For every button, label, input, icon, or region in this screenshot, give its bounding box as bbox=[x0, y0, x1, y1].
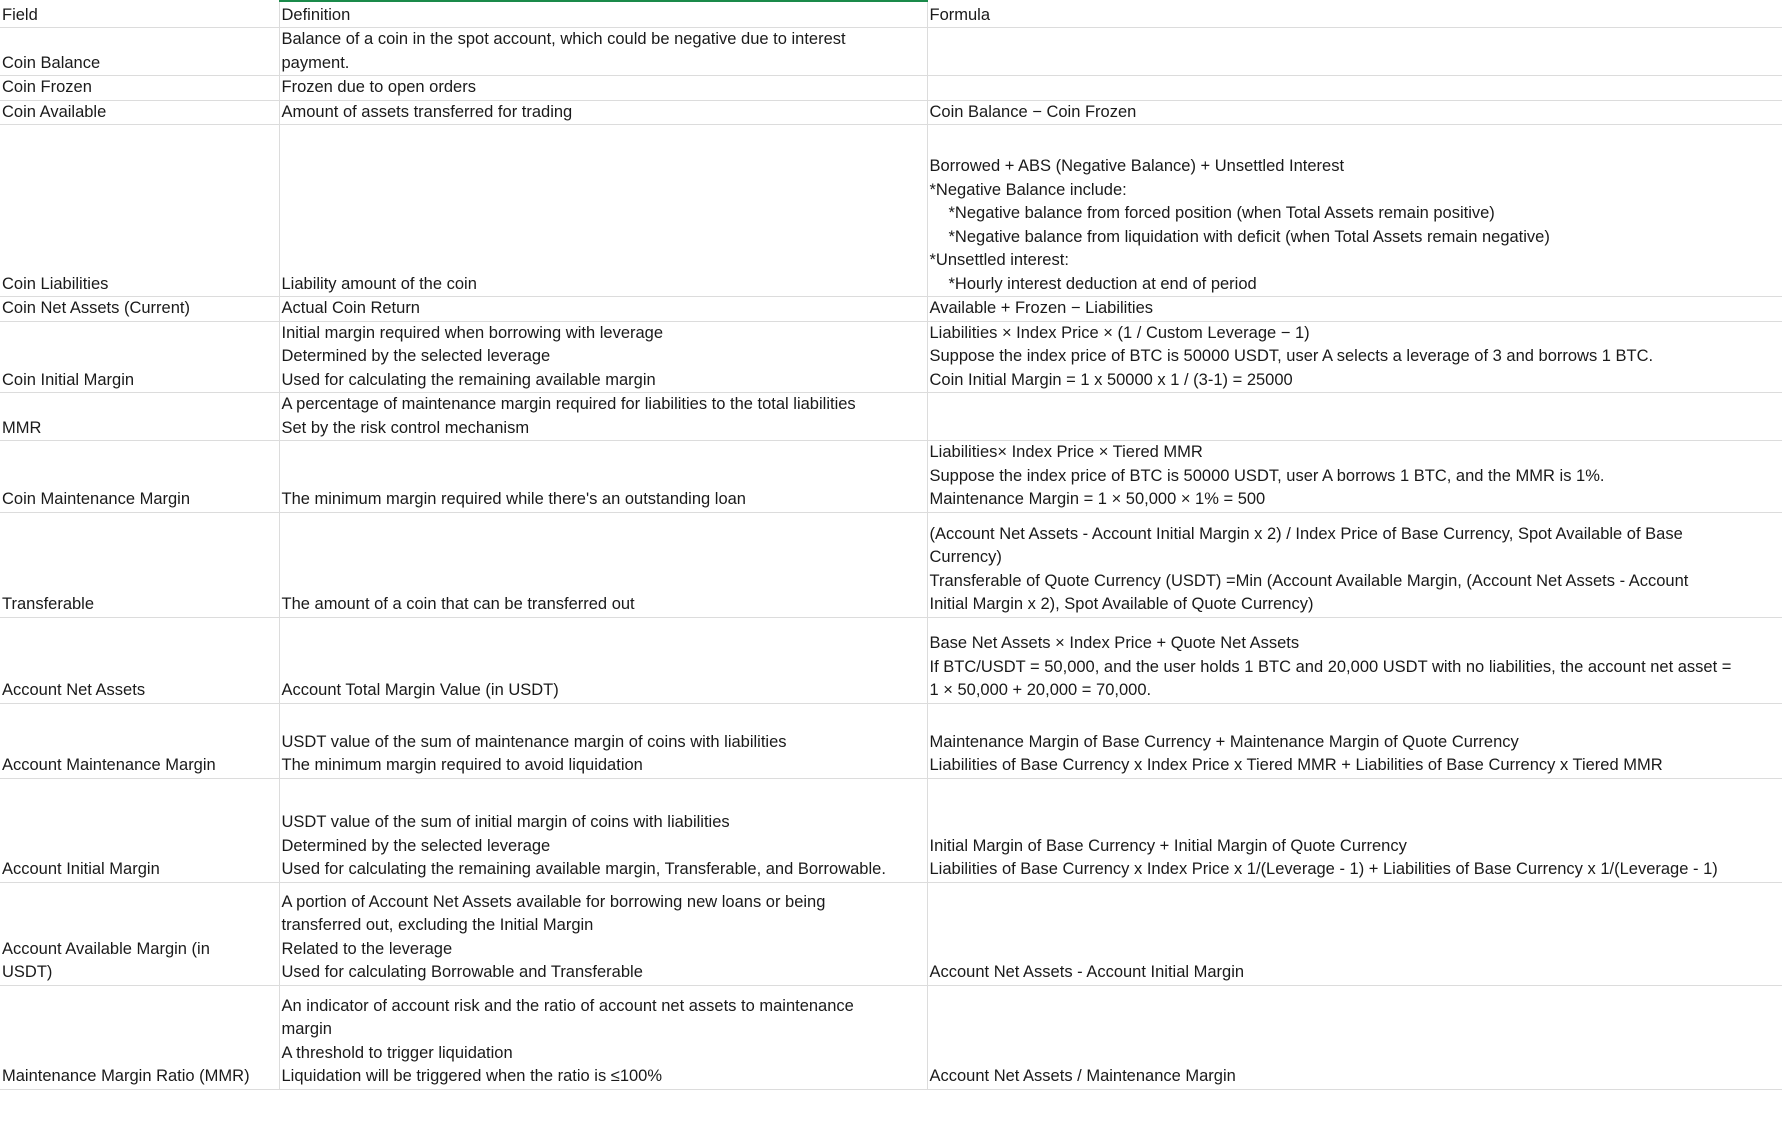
field-cell[interactable] bbox=[0, 882, 279, 985]
cell-line: Coin Initial Margin bbox=[2, 370, 135, 389]
table-row bbox=[0, 393, 1782, 441]
cell-line: Liabilities of Base Currency x Index Price x Tiered MMR + Liabilities of Base Currency x Tiered MMR bbox=[929, 756, 1663, 774]
field-cell[interactable] bbox=[0, 76, 279, 101]
cell-line: A percentage of maintenance margin required for liabilities to the total liabilities bbox=[281, 395, 856, 413]
formula-cell[interactable] bbox=[927, 321, 1782, 393]
table-row bbox=[0, 125, 1782, 297]
field-cell[interactable] bbox=[0, 703, 279, 778]
cell-line: Set by the risk control mechanism bbox=[281, 418, 530, 437]
formula-cell[interactable] bbox=[927, 76, 1782, 101]
table-row bbox=[0, 297, 1782, 322]
cell-line: Account Available Margin (in bbox=[2, 939, 210, 958]
field-cell[interactable] bbox=[0, 985, 279, 1089]
cell-line: Used for calculating the remaining available margin bbox=[281, 370, 656, 389]
cell-line: *Negative balance from forced position (when Total Assets remain positive) bbox=[948, 204, 1495, 222]
cell-line: Account Net Assets bbox=[2, 681, 146, 699]
formula-cell[interactable] bbox=[927, 100, 1782, 125]
cell-line: Account Maintenance Margin bbox=[2, 756, 216, 774]
cell-line: Maintenance Margin of Base Currency + Maintenance Margin of Quote Currency bbox=[929, 732, 1519, 751]
formula-cell[interactable] bbox=[927, 125, 1782, 297]
table-row bbox=[0, 617, 1782, 703]
cell-line: Used for calculating the remaining available margin, Transferable, and Borrowable. bbox=[281, 860, 886, 878]
cell-line: Coin Balance bbox=[2, 53, 101, 72]
field-cell[interactable] bbox=[0, 512, 279, 617]
cell-line: Determined by the selected leverage bbox=[281, 836, 551, 855]
cell-line: Initial Margin x 2), Spot Available of Quote Currency) bbox=[929, 595, 1314, 613]
header-cell-definition[interactable]: Definition bbox=[279, 1, 927, 28]
definition-cell[interactable] bbox=[279, 617, 927, 703]
cell-line: USDT value of the sum of maintenance margin of coins with liabilities bbox=[281, 732, 787, 751]
cell-line: Liabilities × Index Price × (1 / Custom Leverage − 1) bbox=[929, 323, 1310, 342]
cell-line: Frozen due to open orders bbox=[281, 78, 476, 96]
cell-line: Used for calculating Borrowable and Transferable bbox=[281, 963, 643, 981]
cell-line: Maintenance Margin = 1 × 50,000 × 1% = 500 bbox=[929, 490, 1266, 508]
definition-cell[interactable] bbox=[279, 76, 927, 101]
field-cell[interactable] bbox=[0, 125, 279, 297]
table-row bbox=[0, 778, 1782, 882]
cell-line: MMR bbox=[2, 418, 42, 437]
definition-cell[interactable] bbox=[279, 393, 927, 441]
cell-line: Base Net Assets × Index Price + Quote Net Assets bbox=[929, 634, 1300, 652]
table-row bbox=[0, 321, 1782, 393]
cell-line: *Unsettled interest: bbox=[929, 251, 1069, 269]
field-cell[interactable] bbox=[0, 393, 279, 441]
definition-cell[interactable] bbox=[279, 778, 927, 882]
table-row bbox=[0, 28, 1782, 76]
cell-line: Coin Balance − Coin Frozen bbox=[929, 102, 1137, 121]
cell-line: Liabilities of Base Currency x Index Price x 1/(Leverage - 1) + Liabilities of Base Currency x 1/(Leverage - 1) bbox=[929, 860, 1718, 878]
definition-cell[interactable] bbox=[279, 512, 927, 617]
formula-cell[interactable] bbox=[927, 985, 1782, 1089]
cell-line: Account Net Assets - Account Initial Margin bbox=[929, 963, 1245, 981]
cell-line: Coin Frozen bbox=[2, 78, 92, 96]
header-row bbox=[0, 1, 1782, 28]
field-cell[interactable] bbox=[0, 28, 279, 76]
field-cell[interactable] bbox=[0, 441, 279, 513]
definition-cell[interactable] bbox=[279, 100, 927, 125]
definition-cell[interactable] bbox=[279, 297, 927, 322]
definition-cell[interactable] bbox=[279, 985, 927, 1089]
definition-cell[interactable] bbox=[279, 321, 927, 393]
table-row bbox=[0, 76, 1782, 101]
cell-line: Coin Initial Margin = 1 x 50000 x 1 / (3-1) = 25000 bbox=[929, 370, 1293, 389]
cell-line: 1 × 50,000 + 20,000 = 70,000. bbox=[929, 681, 1152, 699]
cell-line: A threshold to trigger liquidation bbox=[281, 1043, 513, 1062]
formula-cell[interactable] bbox=[927, 703, 1782, 778]
cell-line: The amount of a coin that can be transferred out bbox=[281, 595, 635, 613]
cell-line: Liability amount of the coin bbox=[281, 274, 477, 293]
formula-cell[interactable] bbox=[927, 28, 1782, 76]
field-cell[interactable] bbox=[0, 778, 279, 882]
cell-line: Account Initial Margin bbox=[2, 860, 160, 878]
field-cell[interactable] bbox=[0, 617, 279, 703]
field-cell[interactable] bbox=[0, 100, 279, 125]
formula-cell[interactable] bbox=[927, 297, 1782, 322]
definition-cell[interactable] bbox=[279, 703, 927, 778]
cell-line: If BTC/USDT = 50,000, and the user holds 1 BTC and 20,000 USDT with no liabilities, the account net asset = bbox=[929, 657, 1732, 676]
cell-line: A portion of Account Net Assets available for borrowing new loans or being bbox=[281, 892, 826, 911]
cell-line: Related to the leverage bbox=[281, 939, 453, 958]
cell-line: Initial Margin of Base Currency + Initial Margin of Quote Currency bbox=[929, 836, 1407, 855]
cell-line: Maintenance Margin Ratio (MMR) bbox=[2, 1067, 250, 1085]
table-row bbox=[0, 100, 1782, 125]
cell-line: Balance of a coin in the spot account, which could be negative due to interest bbox=[281, 30, 846, 48]
cell-line: Account Total Margin Value (in USDT) bbox=[281, 681, 559, 699]
cell-line: *Negative Balance include: bbox=[929, 180, 1127, 199]
cell-line: margin bbox=[281, 1020, 332, 1038]
cell-line: Coin Liabilities bbox=[2, 274, 109, 293]
table-row bbox=[0, 441, 1782, 513]
cell-line: The minimum margin required while there's an outstanding loan bbox=[281, 490, 746, 508]
cell-line: Transferable of Quote Currency (USDT) =Min (Account Available Margin, (Account Net Assets - Account bbox=[929, 571, 1689, 590]
formula-cell[interactable] bbox=[927, 393, 1782, 441]
cell-line: Transferable bbox=[2, 595, 95, 613]
cell-line: payment. bbox=[281, 53, 350, 72]
cell-line: Borrowed + ABS (Negative Balance) + Unsettled Interest bbox=[929, 157, 1345, 175]
cell-line: Determined by the selected leverage bbox=[281, 347, 551, 365]
cell-line: Liquidation will be triggered when the ratio is ≤100% bbox=[281, 1067, 663, 1085]
header-cell-formula[interactable]: Formula bbox=[927, 1, 1782, 28]
cell-line: transferred out, excluding the Initial Margin bbox=[281, 916, 594, 934]
cell-line: USDT) bbox=[2, 963, 53, 981]
table-row bbox=[0, 882, 1782, 985]
cell-line: (Account Net Assets - Account Initial Margin x 2) / Index Price of Base Currency, Spot Available of Base bbox=[929, 524, 1683, 543]
cell-line: Liabilities× Index Price × Tiered MMR bbox=[929, 443, 1203, 461]
formula-cell[interactable] bbox=[927, 882, 1782, 985]
table-row bbox=[0, 512, 1782, 617]
cell-line: The minimum margin required to avoid liquidation bbox=[281, 756, 643, 774]
table-row bbox=[0, 985, 1782, 1089]
definition-cell[interactable] bbox=[279, 882, 927, 985]
definition-cell[interactable] bbox=[279, 441, 927, 513]
header-cell-field[interactable]: Field bbox=[0, 1, 279, 28]
cell-line: Currency) bbox=[929, 548, 1002, 566]
cell-line: Suppose the index price of BTC is 50000 USDT, user A borrows 1 BTC, and the MMR is 1%. bbox=[929, 466, 1605, 485]
cell-line: *Hourly interest deduction at end of period bbox=[948, 274, 1257, 293]
formula-cell[interactable] bbox=[927, 512, 1782, 617]
formula-cell[interactable] bbox=[927, 441, 1782, 513]
cell-line: An indicator of account risk and the ratio of account net assets to maintenance bbox=[281, 996, 854, 1015]
formula-cell[interactable] bbox=[927, 617, 1782, 703]
cell-line: Coin Net Assets (Current) bbox=[2, 299, 190, 317]
cell-line: Account Net Assets / Maintenance Margin bbox=[929, 1067, 1236, 1085]
field-cell[interactable] bbox=[0, 321, 279, 393]
table-row bbox=[0, 703, 1782, 778]
formula-cell[interactable] bbox=[927, 778, 1782, 882]
cell-line: Available + Frozen − Liabilities bbox=[929, 299, 1153, 317]
cell-line: Coin Available bbox=[2, 102, 107, 121]
cell-line: Actual Coin Return bbox=[281, 299, 420, 317]
definition-cell[interactable] bbox=[279, 28, 927, 76]
cell-line: Amount of assets transferred for trading bbox=[281, 102, 573, 121]
cell-line: Suppose the index price of BTC is 50000 USDT, user A selects a leverage of 3 and borrows 1 BTC. bbox=[929, 347, 1654, 365]
cell-line: *Negative balance from liquidation with deficit (when Total Assets remain negative) bbox=[948, 227, 1550, 246]
field-cell[interactable] bbox=[0, 297, 279, 322]
cell-line: Initial margin required when borrowing with leverage bbox=[281, 323, 664, 342]
cell-line: Coin Maintenance Margin bbox=[2, 490, 191, 508]
cell-line: USDT value of the sum of initial margin of coins with liabilities bbox=[281, 813, 730, 831]
definition-cell[interactable] bbox=[279, 125, 927, 297]
